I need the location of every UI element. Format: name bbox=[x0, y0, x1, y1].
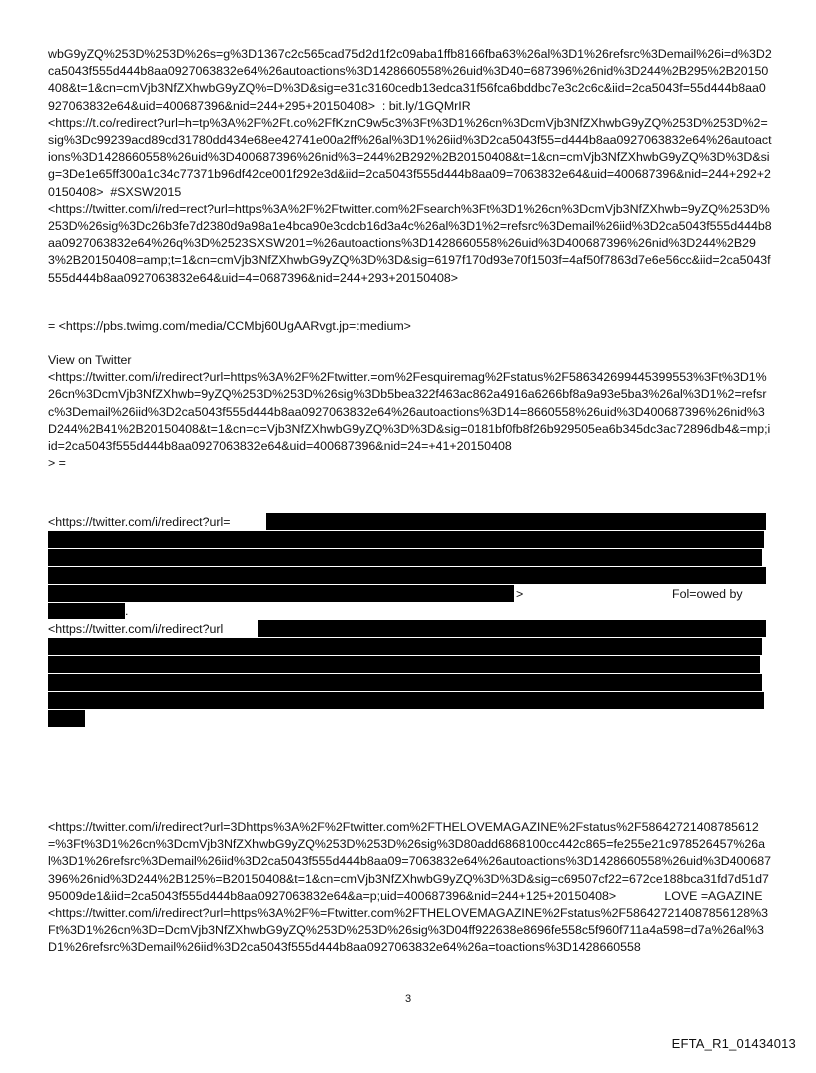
redirect-end-period: . bbox=[125, 604, 129, 618]
redaction-bar bbox=[48, 674, 762, 691]
redaction-bar bbox=[48, 531, 764, 548]
redirect-prefix-2: <https://twitter.com/i/redirect?url bbox=[48, 622, 224, 636]
love-magazine-block: <https://twitter.com/i/redirect?url=3Dhttps%3A%2F%2Ftwitter.com%2FTHELOVEMAGAZINE%2Fstatus%2F58642721408785612=%3Ft%3D1%26cn%3DcmVjb3NfZXhwbG9yZQ%253D%253D%26sig%3D80add6868100cc442c865=fe255e21c978526457%26al%3D1%26refsrc%3Demail%26iid%3D2ca5043f555d444b8aa09=7063832e64%26autoactions%3D1428660558%26uid%3D400687396%26nid%3D244%2B125%=B20150408&t=1&cn=cmVjb3NfZXhwbG9yZQ%3D%3D&sig=c69507cf22=672ce188bca31fd7d51d795009de1&iid=2ca5043f555d444b8aa0927063832e64&a=p;uid=400687396&nid=244+125+20150408> LOVE =AGAZINE <https://twitter.com/i/redirect?url=https%3A%2F%=Ftwitter.com%2FTHELOVEMAGAZINE%2Fstatus%2F586427214087856128%3Ft%3D1%26cn%3D=DcmVjb3NfZXhwbG9yZQ%253D%253D%26sig%3D04ff922638e8696fe558c5f960f711a4a598=d7a%26al%3D1%26refsrc%3Demail%26iid%3D2ca5043f555d444b8aa0927063832e64%26a=toactions%3D1428660558 bbox=[48, 820, 771, 955]
redaction-bar bbox=[258, 620, 766, 637]
followed-by-label: Fol=owed by bbox=[672, 587, 743, 601]
page-number: 3 bbox=[404, 993, 412, 1005]
redaction-bar bbox=[266, 513, 766, 530]
redaction-bar bbox=[48, 638, 762, 655]
view-on-twitter-block: View on Twitter <https://twitter.com/i/redirect?url=https%3A%2F%2Ftwitter.=om%2Fesquiremag%2Fstatus%2F586342699445399553%3Ft%3D1%26cn%3DcmVjb3NfZXhwb=9yZQ%253D%253D%26sig%3Db5bea322f463ac862a4916a6266bf8a9a93e5ba3%26al%3D1%2=refsrc%3Demail%26iid%3D2ca5043f555d444b8aa0927063832e64%26autoactions%3D14=8660558%26uid%3D400687396%26nid%3D244%2B41%2B20150408&t=1&cn=c=Vjb3NfZXhwbG9yZQ%3D%3D&sig=0181bf0fb8f26b929505ea6b345dc3ac72896db4&=mp;iid=2ca5043f555d444b8aa0927063832e64&uid=400687396&nid=24=+41+20150408 > = bbox=[48, 353, 771, 471]
redaction-bar bbox=[48, 549, 762, 566]
redaction-bar bbox=[48, 567, 766, 584]
redirect-close-bracket: > bbox=[516, 587, 524, 601]
redaction-bar bbox=[48, 692, 764, 709]
redaction-bar bbox=[48, 585, 514, 602]
redaction-bar bbox=[48, 656, 760, 673]
media-link-line: = <https://pbs.twimg.com/media/CCMbj60UgAARvgt.jp=:medium> bbox=[48, 319, 411, 333]
bates-number: EFTA_R1_01434013 bbox=[671, 1036, 796, 1051]
redaction-bar bbox=[48, 603, 125, 619]
email-text-block-1: wbG9yZQ%253D%253D%26s=g%3D1367c2c565cad75d2d1f2c09aba1ffb8166fba63%26al%3D1%26refsrc%3Demail%26i=d%3D2ca5043f555d444b8aa0927063832e64%26autoactions%3D1428660558%26uid%3D40=687396%26nid%3D244%2B295%2B20150408&t=1&cn=cmVjb3NfZXhwbG9yZQ%=D%3D&sig=e31c3160cedb13edca31f56fca6bddbc7e3c2c6c&iid=2ca5043f=55d444b8aa0927063832e64&uid=400687396&nid=244+295+20150408> : bit.ly/1GQMrIR <https://t.co/redirect?url=h=tp%3A%2F%2Ft.co%2FfKznC9w5c3%3Ft%3D1%26cn%3DcmVjb3NfZXhwbG9yZQ%253D%253D%2=sig%3Dc99239acd89cd31780dd434e68ee42741e00a2ff%26al%3D1%26iid%3D2ca5043f55=d444b8aa0927063832e64%26autoactions%3D1428660558%26uid%3D400687396%26nid%3=244%2B292%2B20150408&t=1&cn=cmVjb3NfZXhwbG9yZQ%3D%3D&sig=3De1e65ff300a1c34c77371b96df42ce001f292e3d&iid=2ca5043f555d444b8aa09=7063832e64&uid=400687396&nid=244+292+20150408> #SXSW2015 <https://twitter.com/i/red=rect?url=https%3A%2F%2Ftwitter.com%2Fsearch%3Ft%3D1%26cn%3DcmVjb3NfZXhwb=9yZQ%253D%253D%26sig%3Dc26b3fe7d2380d9a98a1e4bca90e3cdcb16d3a4c%26al%3D1%2=refsrc%3Demail%26iid%3D2ca5043f555d444b8aa0927063832e64%26q%3D%2523SXSW201=%26autoactions%3D1428660558%26uid%3D400687396%26nid%3D244%2B293%2B20150408=amp;t=1&cn=cmVjb3NfZXhwbG9yZQ%3D%3D&sig=6197f170d93e70f1503f=4af50f7863d7e6e56cc&iid=2ca5043f555d444b8aa0927063832e64&uid=4=0687396&nid=244+293+20150408> bbox=[48, 47, 772, 285]
redirect-prefix-1: <https://twitter.com/i/redirect?url= bbox=[48, 515, 231, 529]
redaction-bar bbox=[48, 710, 85, 727]
